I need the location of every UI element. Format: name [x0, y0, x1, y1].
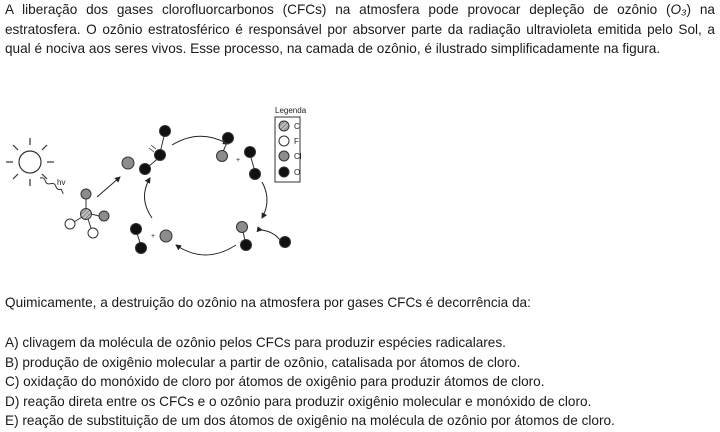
plus-sign: +	[151, 233, 156, 240]
sun-icon	[6, 138, 54, 186]
chlorine-atom	[99, 211, 109, 221]
fluorine-atom	[88, 228, 98, 238]
option-c[interactable]: C) oxidação do monóxido de cloro por átomos de oxigênio para produzir átomos de cloro.	[5, 374, 545, 390]
free-chlorine-atom	[122, 157, 134, 169]
legend-label-carbon: C	[294, 122, 300, 131]
legend-chlorine-swatch	[279, 151, 289, 161]
question-intro	[5, 0, 715, 59]
cycle-arrow-right	[262, 182, 267, 218]
cfc-molecule	[65, 189, 109, 238]
legend	[275, 106, 307, 182]
legend-label-fluorine: F	[294, 137, 299, 146]
chlorine-monoxide-bottom	[237, 222, 291, 251]
cycle-arrow-left	[144, 178, 152, 218]
chlorine-atom	[81, 189, 91, 199]
option-e[interactable]: E) reação de substituição de um dos átomos de oxigênio na molécula de ozônio por átomos de cloro.	[5, 413, 615, 429]
option-a[interactable]: A) clivagem da molécula de ozônio pelos CFCs para produzir espécies radicalares.	[5, 335, 506, 350]
chlorine-monoxide-and-oxygen	[217, 133, 261, 180]
ozone-formula: O₃	[670, 2, 687, 17]
carbon-atom	[81, 209, 92, 220]
intro-text-before: A liberação dos gases clorofluorcarbonos (CFCs) na atmosfera pode provocar depleção de ozônio (	[5, 2, 671, 17]
answer-options	[5, 333, 715, 431]
intro-text-after: ) na estratosfera. O ozônio estratosférico é responsável por absorver parte da radiação ultravioleta emitida pelo Sol, a qual é nociva aos seres vivos. Esse processo, na camada de ozônio, é ilustrado simplificadamente na figura.	[5, 2, 715, 57]
question-prompt: Quimicamente, a destruição do ozônio na atmosfera por gases CFCs é decorrência da:	[5, 295, 531, 310]
plus-sign: +	[236, 157, 241, 164]
legend-label-chlorine: Cl	[294, 152, 302, 161]
cycle-arrow-bottom	[176, 245, 236, 255]
cycle-arrow-top	[172, 136, 228, 145]
oxygen-and-chlorine	[131, 224, 173, 254]
release-arrow	[97, 177, 120, 197]
free-oxygen-atom	[280, 237, 291, 248]
ozone-depletion-figure	[0, 100, 330, 270]
fluorine-atom	[65, 219, 75, 229]
ozone-molecule	[140, 126, 171, 175]
legend-fluorine-swatch	[279, 136, 289, 146]
legend-carbon-swatch	[279, 121, 289, 131]
legend-title: Legenda	[275, 106, 307, 115]
regenerated-chlorine-atom	[160, 230, 172, 242]
option-b[interactable]: B) produção de oxigênio molecular a partir de ozônio, catalisada por átomos de cloro.	[5, 354, 521, 370]
legend-label-oxygen: O	[294, 168, 301, 177]
option-d[interactable]: D) reação direta entre os CFCs e o ozônio para produzir oxigênio molecular e monóxido de cloro.	[5, 393, 592, 409]
radiation-label: hv	[57, 178, 66, 187]
legend-oxygen-swatch	[279, 167, 289, 177]
